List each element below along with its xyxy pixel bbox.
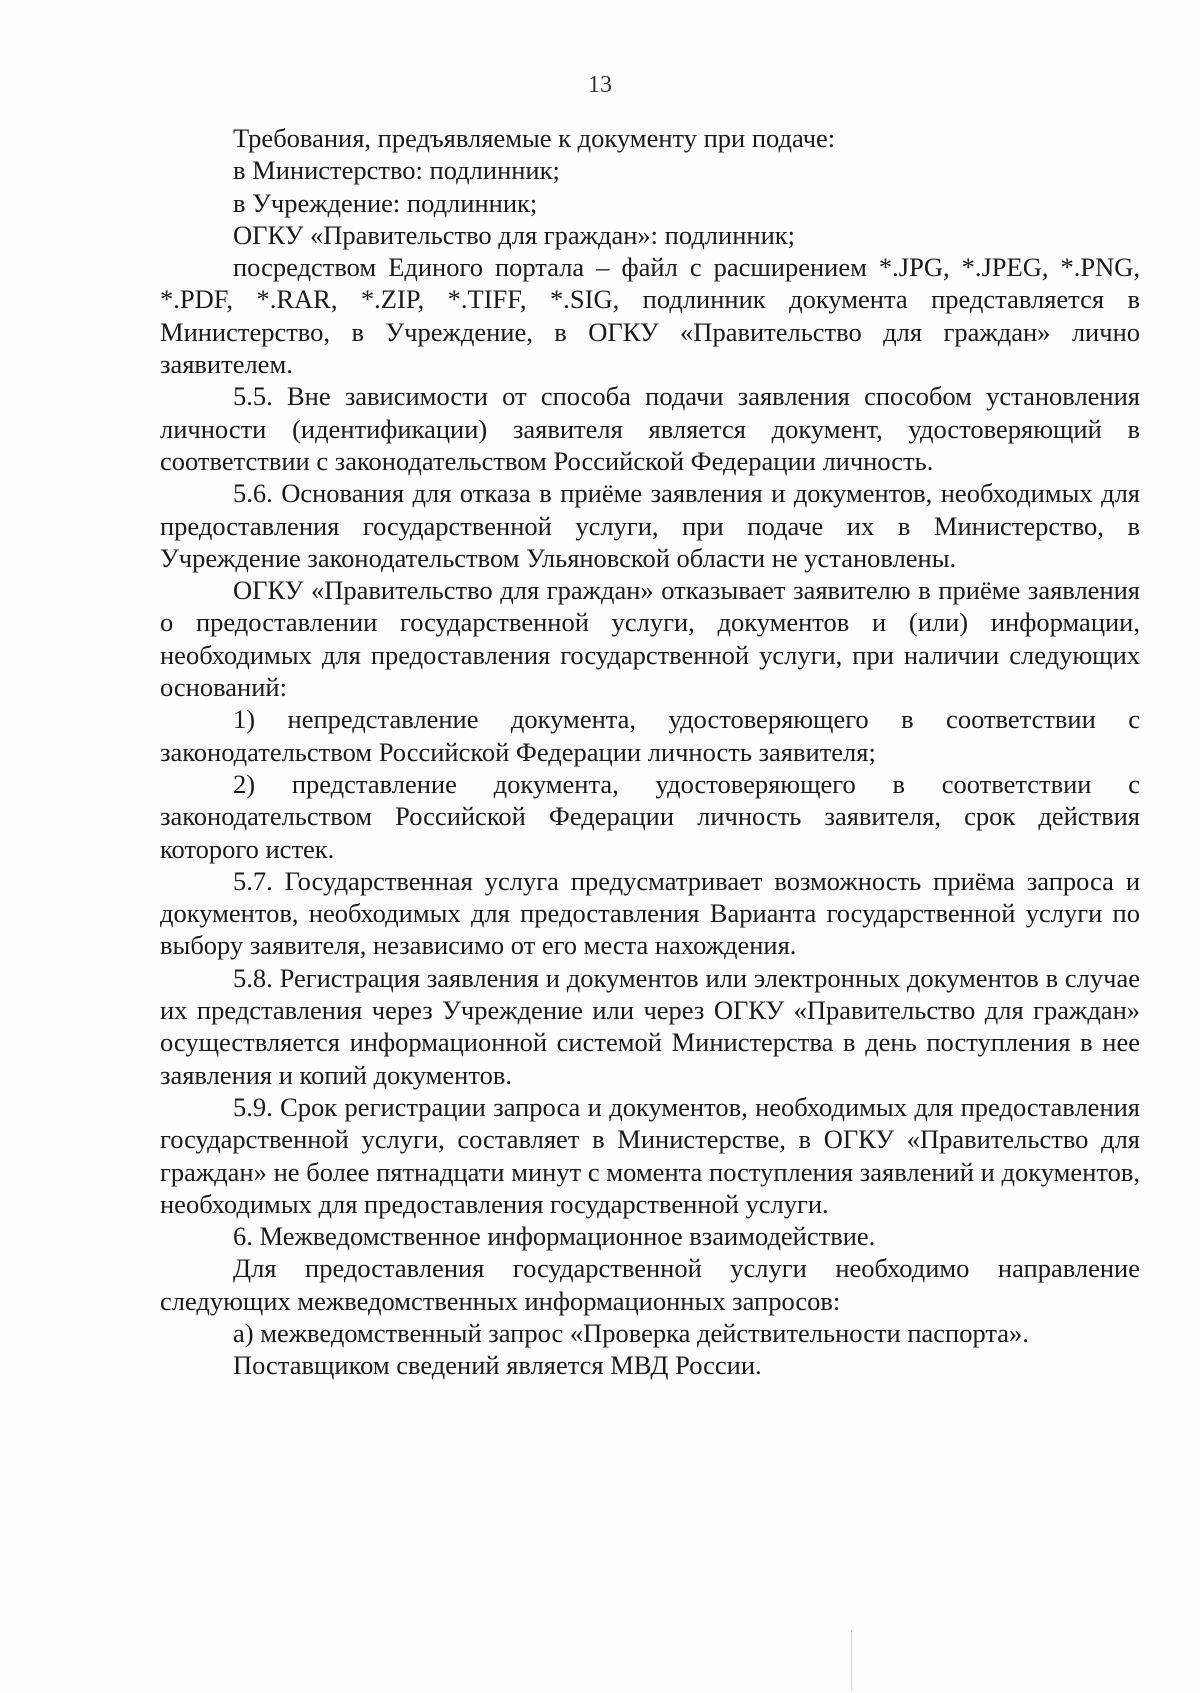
paragraph-5-8: 5.8. Регистрация заявления и документов или электронных документов в случае их представления через Учреждение или через ОГКУ «Правительство для граждан» осуществляется информационной системой Министерства в день поступления в нее заявления и копий документов.: [160, 962, 1140, 1090]
paragraph-5-6: 5.6. Основания для отказа в приёме заявления и документов, необходимых для предоставления государственной услуги, при подаче их в Министерство, в Учреждение законодательством Ульяновской области не установлены.: [160, 478, 1140, 573]
paragraph-reason-2: 2) представление документа, удостоверяющего в соответствии с законодательством Российской Федерации личность заявителя, срок действия которого истек.: [160, 768, 1140, 864]
paragraph-requests-intro: Для предоставления государственной услуги необходимо направление следующих межведомственных информационных запросов:: [160, 1253, 1140, 1316]
page-number: 13: [588, 72, 612, 98]
paragraph-5-7: 5.7. Государственная услуга предусматривает возможность приёма запроса и документов, необходимых для предоставления Варианта государственной услуги по выбору заявителя, независимо от его места нахождения.: [160, 865, 1140, 961]
paragraph-portal: посредством Единого портала – файл с расширением *.JPG, *.JPEG, *.PNG, *.PDF, *.RAR, *.ZIP, *.TIFF, *.SIG, подлинник документа представляется в Министерство, в Учреждение, в ОГКУ «Правительство для граждан» лично заявителем.: [160, 252, 1140, 380]
paragraph-supplier: Поставщиком сведений является МВД России.: [233, 1350, 762, 1381]
paragraph-ogku: ОГКУ «Правительство для граждан»: подлинник;: [233, 219, 795, 250]
paragraph-ministry: в Министерство: подлинник;: [233, 155, 560, 186]
paragraph-ogku-refusal: ОГКУ «Правительство для граждан» отказывает заявителю в приёме заявления о предоставлении государственной услуги, документов и (или) информации, необходимых для предоставления государственной услуги, при наличии следующих оснований:: [160, 575, 1140, 703]
scan-artifact-line: [851, 1630, 852, 1690]
paragraph-section-6: 6. Межведомственное информационное взаимодействие.: [233, 1221, 876, 1252]
paragraph-5-5: 5.5. Вне зависимости от способа подачи заявления способом установления личности (идентификации) заявителя является документ, удостоверяющий в соответствии с законодательством Российской Федерации личность.: [160, 381, 1140, 476]
paragraph-requirements-heading: Требования, предъявляемые к документу при подаче:: [233, 123, 836, 153]
paragraph-institution: в Учреждение: подлинник;: [233, 187, 538, 218]
document-body: [160, 122, 1140, 1382]
paragraph-reason-1: 1) непредставление документа, удостоверяющего в соответствии с законодательством Российской Федерации личность заявителя;: [160, 704, 1140, 767]
paragraph-5-9: 5.9. Срок регистрации запроса и документов, необходимых для предоставления государственной услуги, составляет в Министерстве, в ОГКУ «Правительство для граждан» не более пятнадцати минут с момента поступления заявлений и документов, необходимых для предоставления государственной услуги.: [160, 1091, 1140, 1219]
paragraph-request-a: а) межведомственный запрос «Проверка действительности паспорта».: [233, 1317, 1029, 1348]
